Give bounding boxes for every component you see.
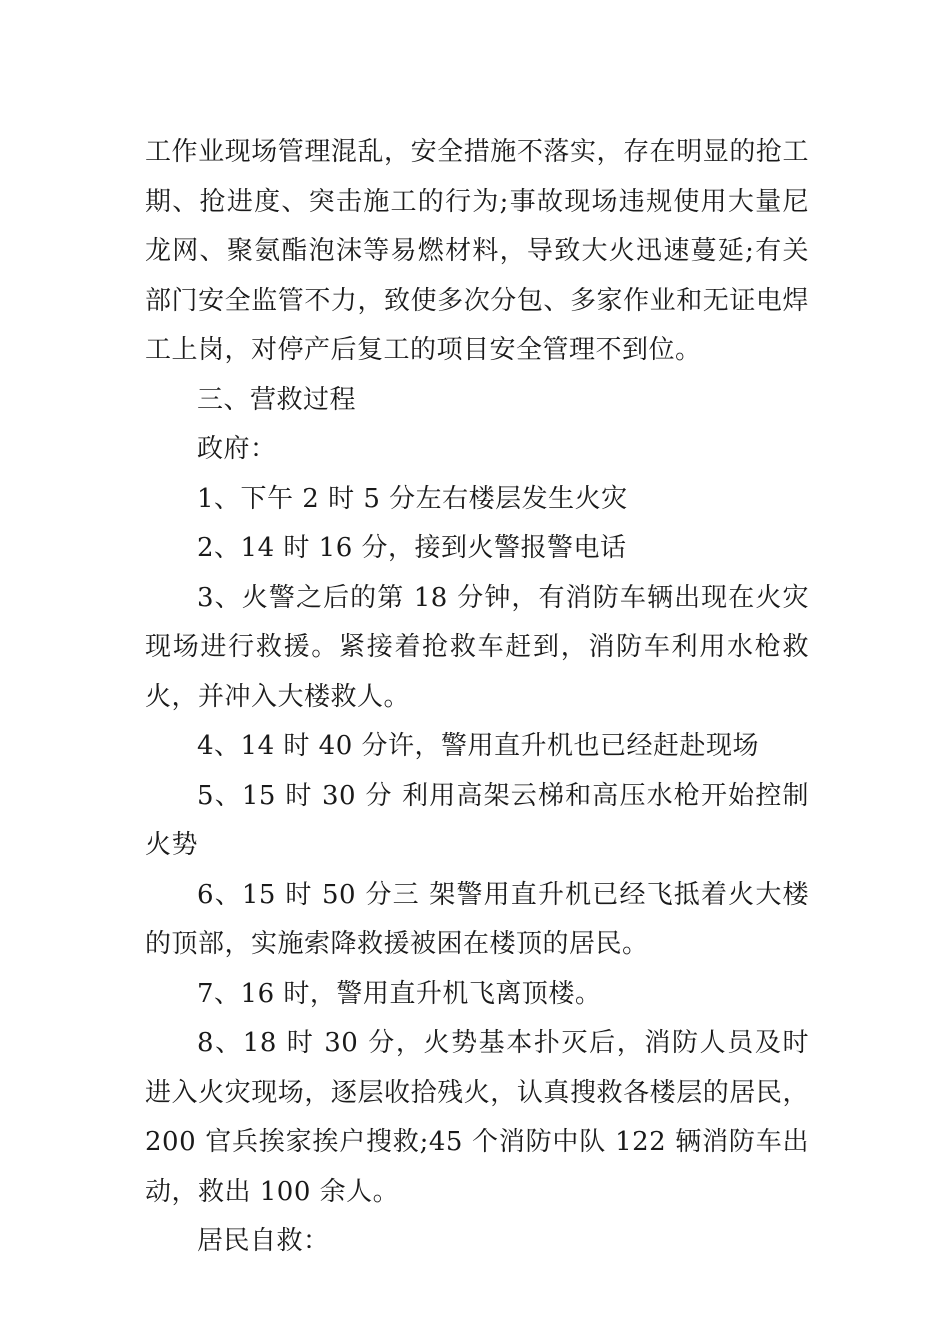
list-item-6: 6、15 时 50 分三 架警用直升机已经飞抵着火大楼的顶部，实施索降救援被困在楼顶的居民。 — [145, 879, 809, 959]
section-heading-rescue-process: 三、营救过程 — [197, 384, 357, 415]
list-item-3: 3、火警之后的第 18 分钟，有消防车辆出现在火灾现场进行救援。紧接着抢救车赶到，消防车利用水枪救火，并冲入大楼救人。 — [145, 582, 809, 712]
list-item-7: 7、16 时，警用直升机飞离顶楼。 — [197, 978, 602, 1009]
document-body — [145, 128, 809, 1267]
subheading-resident-self-rescue: 居民自救： — [197, 1226, 330, 1256]
list-item-4: 4、14 时 40 分许，警用直升机也已经赶赴现场 — [197, 731, 760, 761]
subheading-government: 政府： — [197, 434, 277, 464]
list-item-5: 5、15 时 30 分 利用高架云梯和高压水枪开始控制火势 — [145, 780, 809, 860]
paragraph-cause-summary: 工作业现场管理混乱，安全措施不落实，存在明显的抢工期、抢进度、突击施工的行为;事故现场违规使用大量尼龙网、聚氨酯泡沫等易燃材料，导致大火迅速蔓延;有关部门安全监管不力，致使多次分包、多家作业和无证电焊工上岗，对停产后复工的项目安全管理不到位。 — [145, 137, 809, 365]
list-item-2: 2、14 时 16 分，接到火警报警电话 — [197, 533, 627, 563]
list-item-1: 1、下午 2 时 5 分左右楼层发生火灾 — [197, 483, 628, 514]
list-item-8: 8、18 时 30 分，火势基本扑灭后，消防人员及时进入火灾现场，逐层收拾残火，认真搜救各楼层的居民，200 官兵挨家挨户搜救;45 个消防中队 122 辆消防车出动，救出 100 余人。 — [145, 1028, 809, 1207]
